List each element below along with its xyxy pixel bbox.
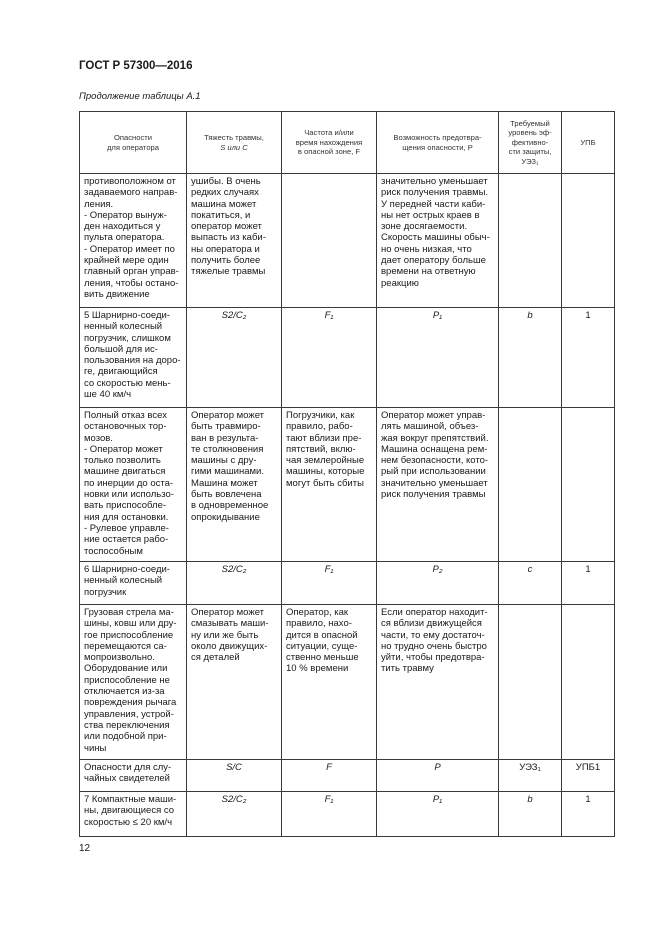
cell-line: Машина может bbox=[191, 477, 258, 489]
cell-hazard bbox=[80, 760, 187, 792]
cell-line: жая вокруг препятствий. bbox=[381, 432, 489, 444]
cell-line: щения опасности, P bbox=[402, 142, 473, 152]
cell-line: ну или же быть bbox=[191, 629, 259, 641]
cell-line: гое приспособление bbox=[84, 629, 174, 641]
cell-line: правило, рабо- bbox=[286, 421, 353, 433]
cell-hazard bbox=[80, 308, 187, 408]
cell-line: лять машиной, объез- bbox=[381, 421, 479, 433]
cell-line: могут быть сбиты bbox=[286, 477, 364, 489]
cell-line: мозов. bbox=[84, 432, 113, 444]
cell-line: чайных свидетелей bbox=[84, 773, 170, 785]
cell-avoidance: P₂ bbox=[377, 562, 499, 605]
cell-line: повреждения рычага bbox=[84, 697, 177, 709]
cell-line: Машина оснащена рем- bbox=[381, 443, 488, 455]
cell-line: для оператора bbox=[107, 142, 159, 152]
cell-upb: 1 bbox=[562, 308, 615, 408]
hazard-table bbox=[79, 111, 615, 837]
cell-line: вать приспособле- bbox=[84, 500, 167, 512]
cell-line: чины bbox=[84, 742, 107, 754]
cell-line: Оборудование или bbox=[84, 663, 168, 675]
cell-upb: УПБ1 bbox=[562, 760, 615, 792]
cell-line: ственно меньше bbox=[286, 652, 359, 664]
cell-line: вить движение bbox=[84, 288, 150, 300]
cell-line: оператор может bbox=[191, 221, 262, 233]
cell-hazard bbox=[80, 408, 187, 562]
header-hazards bbox=[80, 112, 187, 174]
cell-line: погрузчик, слишком bbox=[84, 332, 171, 344]
table-caption: Продолжение таблицы А.1 bbox=[79, 91, 201, 102]
cell-line: части, то ему достаточ- bbox=[381, 629, 485, 641]
cell-frequency bbox=[282, 408, 377, 562]
cell-frequency: F₁ bbox=[282, 308, 377, 408]
cell-line: 10 % времени bbox=[286, 663, 349, 675]
cell-line: в опасной зоне, F bbox=[297, 147, 361, 157]
table-row bbox=[80, 760, 615, 792]
cell-line: машины, которые bbox=[286, 466, 365, 478]
cell-line: ся вблизи движущейся bbox=[381, 618, 482, 630]
cell-line: остановочных тор- bbox=[84, 421, 167, 433]
cell-line: ления, чтобы остано- bbox=[84, 277, 179, 289]
cell-line: машине двигаться bbox=[84, 466, 166, 478]
cell-line: ше 40 км/ч bbox=[84, 389, 132, 401]
cell-frequency bbox=[282, 174, 377, 308]
cell-avoidance bbox=[377, 408, 499, 562]
cell-line: главный орган управ- bbox=[84, 266, 179, 278]
cell-avoidance bbox=[377, 605, 499, 760]
cell-line: или подобной при- bbox=[84, 731, 167, 743]
cell-frequency bbox=[282, 605, 377, 760]
cell-line: УЭЗ₁ bbox=[521, 156, 539, 166]
cell-required bbox=[499, 605, 562, 760]
cell-severity: S2/C₂ bbox=[187, 792, 282, 837]
cell-line: ны нет острых краев в bbox=[381, 209, 480, 221]
cell-hazard bbox=[80, 605, 187, 760]
cell-line: ушибы. В очень bbox=[191, 176, 261, 187]
cell-line: приспособление не bbox=[84, 674, 170, 686]
cell-line: ден находиться у bbox=[84, 221, 161, 233]
cell-line: Оператор может bbox=[191, 410, 265, 421]
cell-line: получить более bbox=[191, 255, 261, 267]
cell-line: крайней мере один bbox=[84, 255, 169, 267]
cell-required: c bbox=[499, 562, 562, 605]
cell-line: значительно уменьшает bbox=[381, 176, 488, 187]
header-frequency bbox=[282, 112, 377, 174]
cell-severity: S/C bbox=[187, 760, 282, 792]
cell-line: Частота и/или bbox=[304, 128, 354, 138]
cell-line: времени на ответную bbox=[381, 266, 476, 278]
cell-line: - Рулевое управле- bbox=[84, 522, 169, 534]
table-row bbox=[80, 308, 615, 408]
cell-required: b bbox=[499, 792, 562, 837]
cell-line: но трудно очень быстро bbox=[381, 640, 487, 652]
cell-upb bbox=[562, 408, 615, 562]
page-number: 12 bbox=[79, 843, 91, 854]
cell-line: уровень эф- bbox=[508, 128, 552, 138]
cell-line: ненный колесный bbox=[84, 321, 163, 333]
cell-frequency: F bbox=[282, 760, 377, 792]
table-row bbox=[80, 408, 615, 562]
cell-line: риск получения травмы bbox=[381, 489, 486, 501]
cell-line: Оператор, как bbox=[286, 607, 349, 618]
cell-line: редких случаях bbox=[191, 187, 259, 199]
cell-upb bbox=[562, 174, 615, 308]
cell-line: новки или использо- bbox=[84, 489, 174, 501]
cell-line: ся деталей bbox=[191, 652, 240, 664]
cell-line: реакцию bbox=[381, 277, 419, 289]
cell-line: Опасности bbox=[114, 132, 152, 142]
cell-line: время нахождения bbox=[295, 137, 363, 147]
cell-line: Грузовая стрела ма- bbox=[84, 607, 174, 618]
cell-line: ние остается рабо- bbox=[84, 534, 169, 546]
cell-hazard bbox=[80, 562, 187, 605]
cell-line: Погрузчики, как bbox=[286, 410, 355, 421]
cell-line: Опасности для слу- bbox=[84, 762, 172, 773]
cell-line: мопроизвольно. bbox=[84, 652, 155, 664]
cell-line: рый при использовании bbox=[381, 466, 486, 478]
table-row bbox=[80, 174, 615, 308]
cell-line: шины, ковш или дру- bbox=[84, 618, 177, 630]
table-header-row bbox=[80, 112, 615, 174]
cell-line: гими машинами. bbox=[191, 466, 264, 478]
cell-line: Оператор может bbox=[191, 607, 265, 618]
cell-line: скоростью ≤ 20 км/ч bbox=[84, 816, 173, 828]
cell-upb: 1 bbox=[562, 792, 615, 837]
cell-line: дится в опасной bbox=[286, 629, 358, 641]
cell-line: дает оператору больше bbox=[381, 255, 486, 267]
cell-severity bbox=[187, 605, 282, 760]
cell-line: - Оператор вынуж- bbox=[84, 209, 167, 221]
cell-severity bbox=[187, 408, 282, 562]
header-required-level bbox=[499, 112, 562, 174]
cell-line: опрокидывание bbox=[191, 511, 260, 523]
cell-avoidance: P₁ bbox=[377, 792, 499, 837]
cell-line: пульта оператора. bbox=[84, 232, 165, 244]
cell-line: ситуации, суще- bbox=[286, 640, 358, 652]
cell-line: противоположном от bbox=[84, 176, 176, 187]
cell-line: покатиться, и bbox=[191, 209, 251, 221]
cell-line: 5 Шарнирно-соеди- bbox=[84, 310, 170, 321]
cell-line: Возможность предотвра- bbox=[393, 132, 482, 142]
cell-line: выпасть из каби- bbox=[191, 232, 266, 244]
cell-line: Тяжесть травмы, bbox=[204, 132, 264, 142]
cell-line: машина может bbox=[191, 198, 257, 210]
cell-line: пользования на доро- bbox=[84, 355, 181, 367]
cell-line: Оператор может управ- bbox=[381, 410, 486, 421]
cell-upb: 1 bbox=[562, 562, 615, 605]
cell-frequency: F₁ bbox=[282, 562, 377, 605]
cell-avoidance: P₁ bbox=[377, 308, 499, 408]
table-row bbox=[80, 792, 615, 837]
cell-line: в одновременное bbox=[191, 500, 269, 512]
cell-hazard bbox=[80, 792, 187, 837]
cell-line: правило, нахо- bbox=[286, 618, 352, 630]
cell-line: - Оператор может bbox=[84, 443, 163, 455]
cell-line: - Оператор имеет по bbox=[84, 243, 175, 255]
cell-required bbox=[499, 408, 562, 562]
cell-line: сти защиты, bbox=[508, 147, 552, 157]
cell-line: У передней части каби- bbox=[381, 198, 486, 210]
cell-line: ненный колесный bbox=[84, 575, 163, 587]
cell-severity bbox=[187, 174, 282, 308]
document-title: ГОСТ Р 57300—2016 bbox=[79, 60, 193, 72]
cell-line: Требуемый bbox=[510, 118, 550, 128]
cell-line: быть вовлечена bbox=[191, 489, 262, 501]
cell-severity: S2/C₂ bbox=[187, 562, 282, 605]
cell-line: со скоростью мень- bbox=[84, 377, 171, 389]
cell-line: Полный отказ всех bbox=[84, 410, 167, 421]
cell-line: управления, устрой- bbox=[84, 708, 174, 720]
table-row bbox=[80, 605, 615, 760]
cell-line: тоспособным bbox=[84, 545, 143, 557]
cell-line: ления. bbox=[84, 198, 114, 210]
cell-line: нем безопасности, кото- bbox=[381, 455, 489, 467]
cell-hazard bbox=[80, 174, 187, 308]
cell-line: машины с дру- bbox=[191, 455, 257, 467]
cell-line: ства переключения bbox=[84, 719, 170, 731]
cell-line: уйти, чтобы предотвра- bbox=[381, 652, 485, 664]
cell-line: только позволить bbox=[84, 455, 161, 467]
cell-line: ван в результа- bbox=[191, 432, 259, 444]
cell-upb bbox=[562, 605, 615, 760]
cell-line: ге, двигающийся bbox=[84, 366, 158, 378]
cell-line: риск получения травмы. bbox=[381, 187, 489, 199]
cell-line: ны оператора и bbox=[191, 243, 260, 255]
cell-severity: S2/C₂ bbox=[187, 308, 282, 408]
cell-line: около движущих- bbox=[191, 640, 268, 652]
cell-line: большой для ис- bbox=[84, 343, 158, 355]
cell-required: b bbox=[499, 308, 562, 408]
cell-line: фективно- bbox=[511, 137, 549, 147]
cell-line: тают вблизи пре- bbox=[286, 432, 362, 444]
cell-line: тить травму bbox=[381, 663, 434, 675]
header-upb: УПБ bbox=[562, 112, 615, 174]
cell-line: те столкновения bbox=[191, 443, 264, 455]
cell-line: чая землеройные bbox=[286, 455, 365, 467]
cell-line: Скорость машины обыч- bbox=[381, 232, 490, 244]
cell-line: ны, двигающиеся со bbox=[84, 805, 174, 817]
header-severity bbox=[187, 112, 282, 174]
cell-required bbox=[499, 174, 562, 308]
cell-required: УЭЗ₁ bbox=[499, 760, 562, 792]
cell-line: задаваемого направ- bbox=[84, 187, 178, 199]
cell-line: по инерции до оста- bbox=[84, 477, 174, 489]
cell-line: пятствий, вклю- bbox=[286, 443, 356, 455]
cell-avoidance bbox=[377, 174, 499, 308]
cell-line: отключается из-за bbox=[84, 686, 165, 698]
cell-line: погрузчик bbox=[84, 586, 127, 598]
cell-line: тяжелые травмы bbox=[191, 266, 266, 278]
cell-avoidance: P bbox=[377, 760, 499, 792]
table-row bbox=[80, 562, 615, 605]
cell-line: Если оператор находит- bbox=[381, 607, 488, 618]
cell-line: смазывать маши- bbox=[191, 618, 269, 630]
header-avoidance bbox=[377, 112, 499, 174]
cell-line: зоне досягаемости. bbox=[381, 221, 468, 233]
cell-line: перемещаются са- bbox=[84, 640, 167, 652]
cell-line: значительно уменьшает bbox=[381, 477, 488, 489]
cell-line: 7 Компактные маши- bbox=[84, 794, 177, 805]
cell-line: S или C bbox=[220, 142, 248, 152]
cell-line: ния для остановки. bbox=[84, 511, 169, 523]
cell-line: 6 Шарнирно-соеди- bbox=[84, 564, 170, 575]
cell-line: быть травмиро- bbox=[191, 421, 261, 433]
cell-frequency: F₁ bbox=[282, 792, 377, 837]
cell-line: но очень низкая, что bbox=[381, 243, 472, 255]
